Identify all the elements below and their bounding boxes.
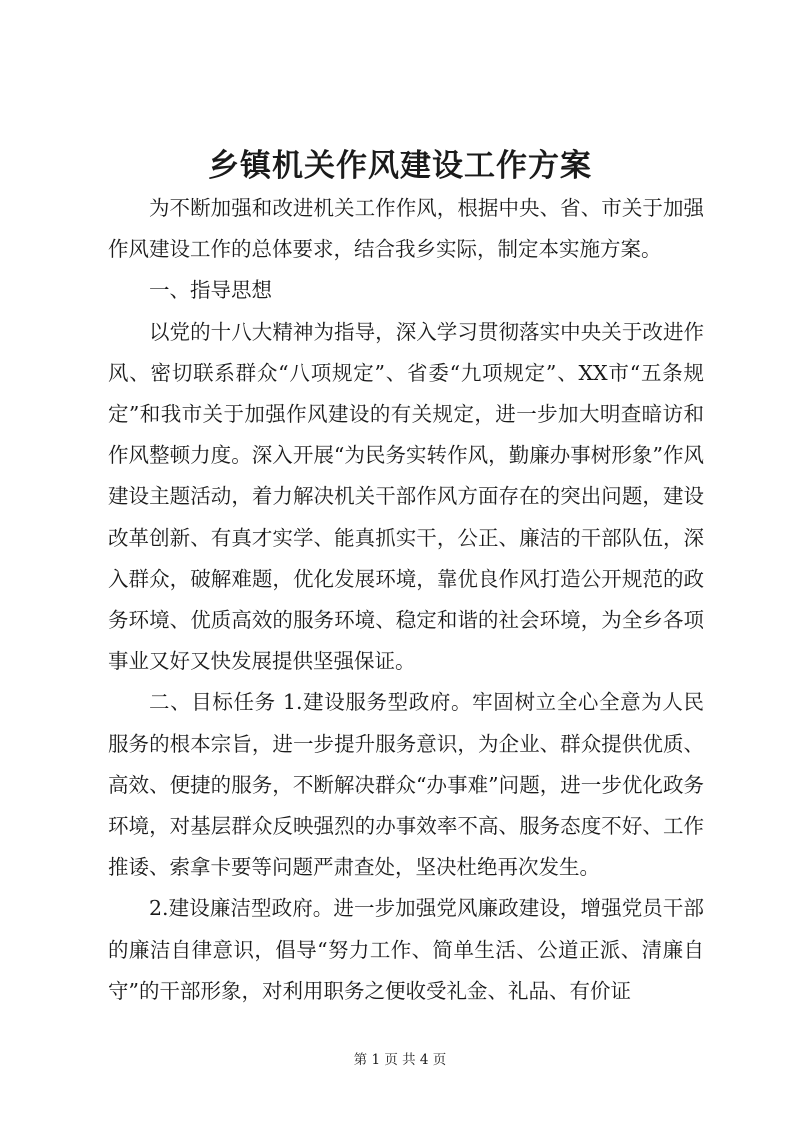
paragraph-guiding-ideology: 以党的十八大精神为指导，深入学习贯彻落实中央关于改进作风、密切联系群众“八项规定”、省委“九项规定”、XX市“五条规定”和我市关于加强作风建设的有关规定，进一步加大明查暗访和作风整顿力度。深入开展“为民务实转作风，勤廉办事树形象”作风建设主题活动，着力解决机关干部作风方面存在的突出问题，建设改革创新、有真才实学、能真抓实干，公正、廉洁的干部队伍，深入群众，破解难题，优化发展环境，靠优良作风打造公开规范的政务环境、优质高效的服务环境、稳定和谐的社会环境，为全乡各项事业又好又快发展提供坚强保证。 — [108, 319, 704, 674]
paragraph-objectives: 二、目标任务 1.建设服务型政府。牢固树立全心全意为人民服务的根本宗旨，进一步提升服务意识，为企业、群众提供优质、高效、便捷的服务，不断解决群众“办事难”问题，进一步优化政务环境，对基层群众反映强烈的办事效率不高、服务态度不好、工作推诿、索拿卡要等问题严肃查处，坚决杜绝再次发生。 — [108, 690, 704, 880]
document-body — [108, 188, 704, 1012]
paragraph-clean-government: 2.建设廉洁型政府。进一步加强党风廉政建设，增强党员干部的廉洁自律意识，倡导“努力工作、简单生活、公道正派、清廉自守”的干部形象，对利用职务之便收受礼金、礼品、有价证 — [108, 896, 704, 1003]
page-footer: 第 1 页 共 4 页 — [353, 1052, 447, 1068]
paragraph-intro: 为不断加强和改进机关工作作风，根据中央、省、市关于加强作风建设工作的总体要求，结合我乡实际，制定本实施方案。 — [108, 196, 704, 262]
document-title: 乡镇机关作风建设工作方案 — [208, 148, 592, 184]
paragraph-heading-guiding-ideology: 一、指导思想 — [149, 278, 272, 303]
